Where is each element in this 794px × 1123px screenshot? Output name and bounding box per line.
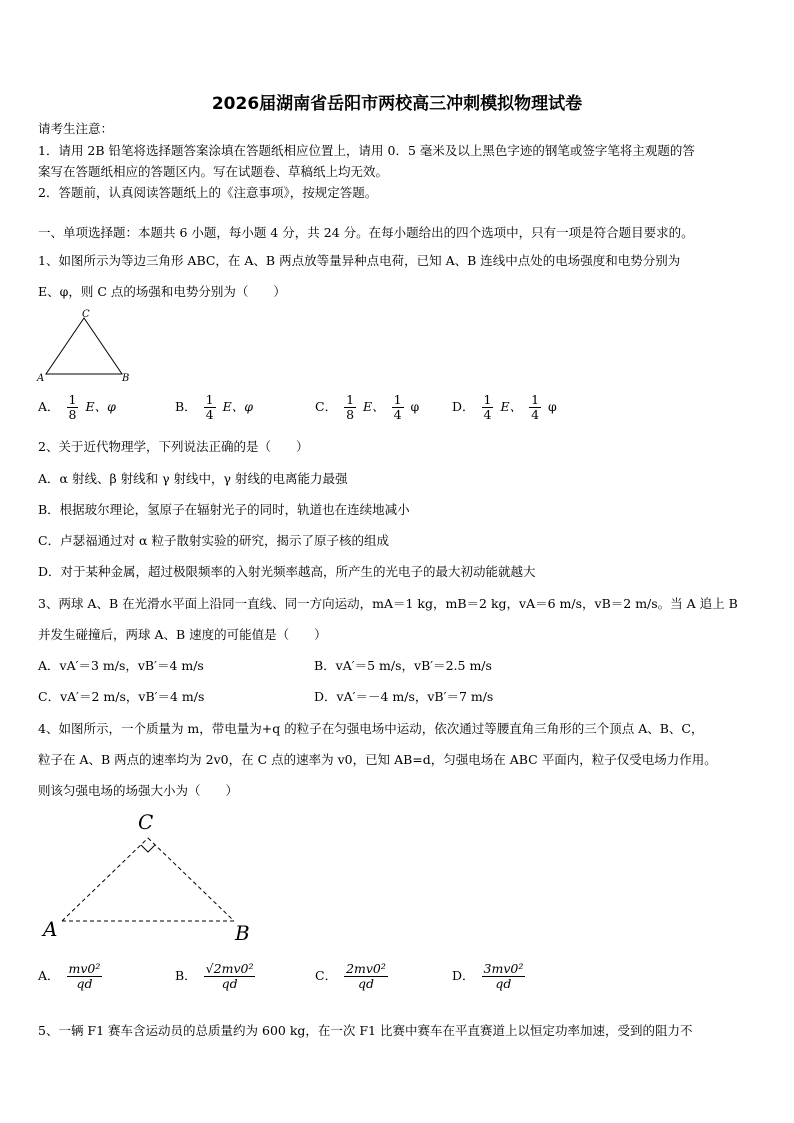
option-denominator: 8 — [346, 406, 355, 422]
option-numerator-2: 1 — [531, 392, 540, 407]
q3-stem-line1: 3、两球 A、B 在光滑水平面上沿同一直线、同一方向运动，mA＝1 kg，mB＝2 kg，vA＝6 m/s，vB＝2 m/s。当 A 追上 B — [38, 596, 738, 611]
notice-item-2: 2．答题前，认真阅读答题纸上的《注意事项》，按规定答题。 — [38, 185, 378, 200]
option-text: E、 — [500, 398, 523, 414]
q4-label-c: C — [138, 810, 154, 834]
q3-option-c[interactable]: C．vA′＝2 m/s，vB′＝4 m/s — [38, 689, 205, 704]
option-denominator: qd — [76, 975, 93, 991]
q1-option-c[interactable] — [315, 393, 419, 422]
option-label: D． — [452, 398, 475, 414]
q4-option-d[interactable] — [452, 962, 528, 991]
option-denominator-2: 4 — [531, 406, 540, 422]
option-denominator: 4 — [483, 406, 492, 422]
q4-option-a[interactable] — [38, 962, 105, 991]
option-label: C． — [315, 967, 338, 983]
q1-option-d[interactable] — [452, 393, 557, 422]
q2-option-b[interactable]: B．根据玻尔理论，氢原子在辐射光子的同时，轨道也在连续地减小 — [38, 502, 410, 517]
q1-triangle — [46, 318, 122, 374]
q2-option-c[interactable]: C．卢瑟福通过对 α 粒子散射实验的研究，揭示了原子核的组成 — [38, 533, 389, 548]
exam-title: 2026届湖南省岳阳市两校高三冲刺模拟物理试卷 — [211, 94, 583, 114]
option-denominator-2: 4 — [393, 406, 402, 422]
option-numerator: 1 — [68, 392, 77, 407]
q4-option-b[interactable] — [175, 962, 258, 991]
option-denominator: 4 — [205, 406, 214, 422]
option-numerator-2: 1 — [393, 392, 402, 407]
option-label: B． — [175, 398, 197, 414]
q1-stem-line2: E、φ，则 C 点的场强和电势分别为（ ） — [38, 284, 286, 299]
q4-label-a: A — [43, 917, 58, 941]
option-label: D． — [452, 967, 475, 983]
option-numerator: 1 — [205, 392, 214, 407]
q3-option-d[interactable]: D．vA′＝－4 m/s，vB′＝7 m/s — [314, 689, 494, 704]
q2-option-d[interactable]: D．对于某种金属，超过极限频率的入射光频率越高，所产生的光电子的最大初动能就越大 — [38, 564, 536, 579]
q4-stem-line3: 则该匀强电场的场强大小为（ ） — [38, 783, 239, 798]
q1-label-c: C — [82, 309, 90, 320]
q3-option-a[interactable]: A．vA′＝3 m/s，vB′＝4 m/s — [38, 658, 204, 673]
option-numerator: 3mv0² — [483, 961, 524, 976]
q1-option-b[interactable] — [175, 393, 253, 422]
q3-option-b[interactable]: B．vA′＝5 m/s，vB′＝2.5 m/s — [314, 658, 492, 673]
q1-triangle-figure — [34, 308, 134, 386]
option-label: A． — [38, 398, 60, 414]
option-label: B． — [175, 967, 197, 983]
q4-stem-line1: 4、如图所示，一个质量为 m，带电量为+q 的粒子在匀强电场中运动，依次通过等腰直角三角形的三个顶点 A、B、C， — [38, 721, 704, 736]
q4-stem-line2: 粒子在 A、B 两点的速率均为 2v0，在 C 点的速率为 v0，已知 AB=d，匀强电场在 ABC 平面内，粒子仅受电场力作用。 — [38, 752, 717, 767]
q4-option-c[interactable] — [315, 962, 391, 991]
option-text: E、φ — [222, 398, 253, 414]
option-numerator: mv0² — [68, 961, 101, 976]
q4-side-ac — [62, 838, 148, 921]
notice-heading: 请考生注意： — [38, 121, 114, 136]
q2-stem: 2、关于近代物理学，下列说法正确的是（ ） — [38, 439, 309, 454]
option-numerator: 1 — [346, 392, 355, 407]
q1-label-b: B — [122, 373, 130, 384]
q1-stem-line1: 1、如图所示为等边三角形 ABC，在 A、B 两点放等量异种点电荷，已知 A、B 连线中点处的电场强度和电势分别为 — [38, 253, 681, 268]
option-text: E、 — [363, 398, 385, 414]
option-numerator: 2mv0² — [346, 961, 386, 976]
q4-right-angle-mark — [141, 845, 155, 852]
q2-option-a[interactable]: A．α 射线、β 射线和 γ 射线中，γ 射线的电离能力最强 — [38, 471, 348, 486]
option-label: C． — [315, 398, 338, 414]
q1-option-a[interactable] — [38, 393, 116, 422]
q1-label-a: A — [37, 373, 45, 384]
option-text-2: φ — [410, 398, 420, 414]
option-numerator: √2mv0² — [205, 961, 254, 976]
q4-label-b: B — [235, 921, 250, 945]
option-text: E、φ — [85, 398, 116, 414]
q4-side-cb — [148, 838, 234, 921]
notice-item-1b: 案写在答题纸相应的答题区内。写在试题卷、草稿纸上均无效。 — [38, 164, 389, 179]
option-denominator: 8 — [68, 406, 77, 422]
q4-right-triangle-figure — [38, 808, 268, 948]
notice-item-1a: 1．请用 2B 铅笔将选择题答案涂填在答题纸相应位置上，请用 0．5 毫米及以上黑色字迹的钢笔或签字笔将主观题的答 — [38, 143, 695, 158]
q3-stem-line2: 并发生碰撞后，两球 A、B 速度的可能值是（ ） — [38, 627, 327, 642]
option-denominator: qd — [221, 975, 238, 991]
option-text-2: φ — [548, 398, 557, 414]
q5-stem-line1: 5、一辆 F1 赛车含运动员的总质量约为 600 kg，在一次 F1 比赛中赛车在平直赛道上以恒定功率加速，受到的阻力不 — [38, 1023, 693, 1038]
option-numerator: 1 — [483, 392, 492, 407]
option-denominator: qd — [357, 975, 374, 991]
option-label: A． — [38, 967, 60, 983]
option-denominator: qd — [495, 975, 512, 991]
section-heading: 一、单项选择题：本题共 6 小题，每小题 4 分，共 24 分。在每小题给出的四个选项中，只有一项是符合题目要求的。 — [38, 225, 694, 240]
